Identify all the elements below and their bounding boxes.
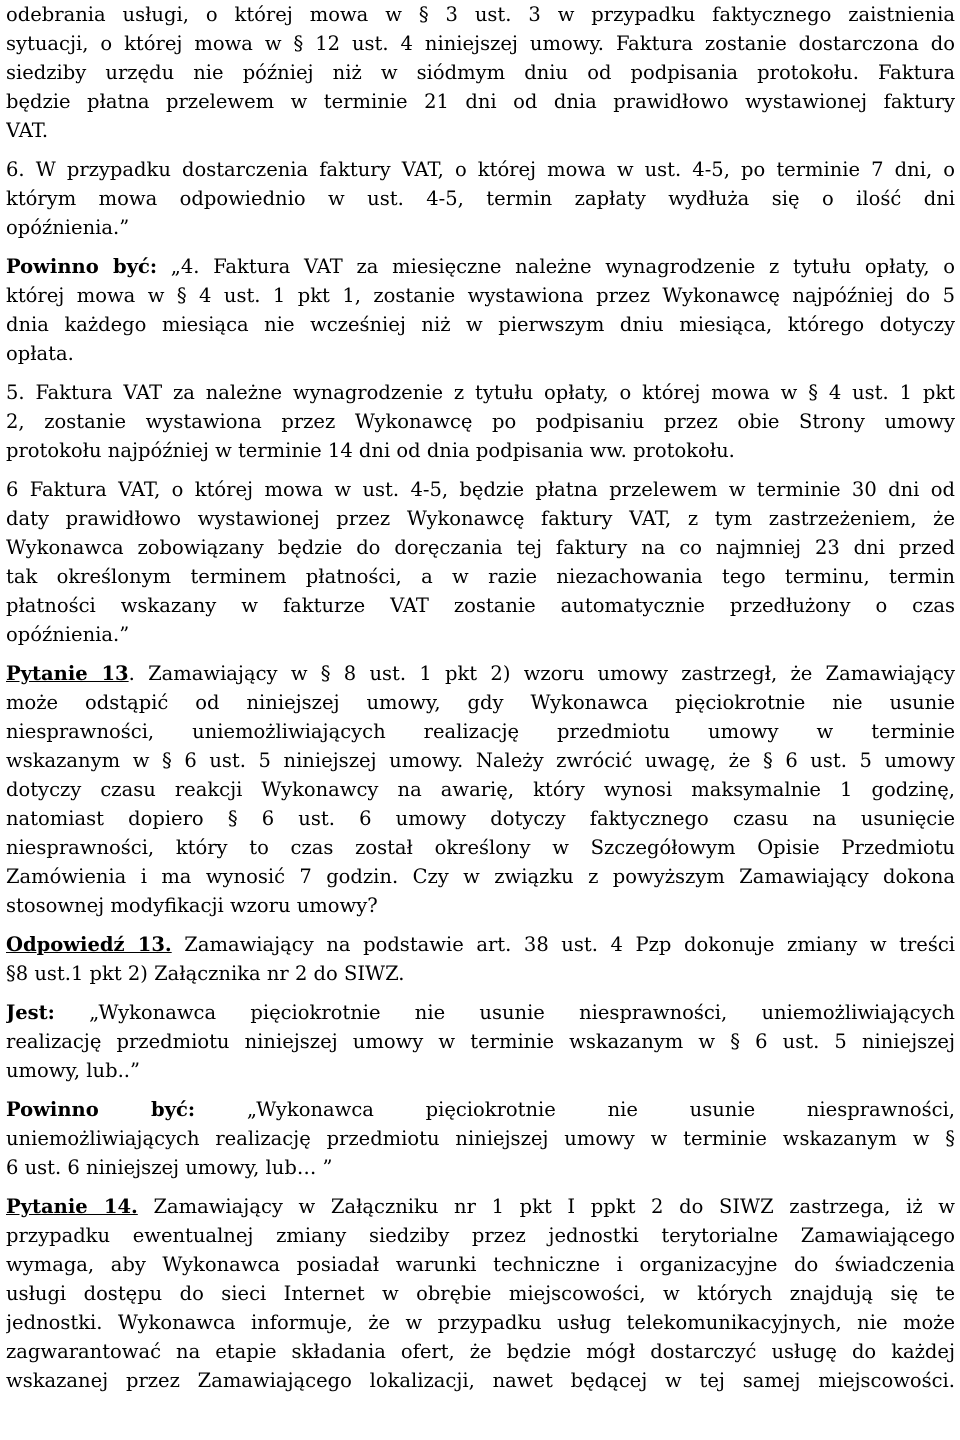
bold-lead: Powinno być: — [6, 255, 158, 278]
text-line — [6, 339, 955, 368]
line-text: 6 Faktura VAT, o której mowa w ust. 4-5, będzie płatna przelewem w terminie 30 dni od — [6, 478, 955, 501]
paragraph-gap — [6, 145, 955, 155]
line-text: VAT. — [6, 119, 49, 142]
line-text: Zamówienia i ma wynosić 7 godzin. Czy w związku z powyższym Zamawiający dokona — [6, 865, 955, 888]
line-text: 6 ust. 6 niniejszej umowy, lub… ” — [6, 1156, 333, 1179]
line-text: którym mowa odpowiednio w ust. 4-5, termin zapłaty wydłuża się o ilość dni — [6, 187, 955, 210]
paragraph-gap — [6, 649, 955, 659]
text-line — [6, 504, 955, 533]
text-line — [6, 1153, 955, 1182]
text-line — [6, 717, 955, 746]
bold-lead: Jest: — [6, 1001, 55, 1024]
line-text: usługi dostępu do sieci Internet w obrębie miejscowości, w których znajdują się te — [6, 1282, 955, 1305]
question-heading: Odpowiedź 13. — [6, 933, 172, 956]
line-text: natomiast dopiero § 6 ust. 6 umowy dotyczy faktycznego czasu na usunięcie — [6, 807, 955, 830]
line-text: tak określonym terminem płatności, a w razie niezachowania tego terminu, termin — [6, 565, 955, 588]
line-text: uniemożliwiających realizację przedmiotu niniejszej umowy w terminie wskazanym w § — [6, 1127, 955, 1150]
paragraph-gap — [6, 1085, 955, 1095]
text-line — [6, 58, 955, 87]
paragraph-gap — [6, 920, 955, 930]
line-text: „Wykonawca pięciokrotnie nie usunie niesprawności, — [195, 1098, 955, 1121]
question-heading: Pytanie 14. — [6, 1195, 138, 1218]
paragraph — [6, 1095, 955, 1182]
text-line — [6, 310, 955, 339]
paragraph — [6, 0, 955, 145]
line-text: stosownej modyfikacji wzoru umowy? — [6, 894, 378, 917]
line-text: Zamawiający na podstawie art. 38 ust. 4 Pzp dokonuje zmiany w treści — [171, 933, 955, 956]
text-line — [6, 155, 955, 184]
line-text: . Zamawiający w § 8 ust. 1 pkt 2) wzoru umowy zastrzegł, że Zamawiający — [128, 662, 955, 685]
text-line — [6, 591, 955, 620]
text-line — [6, 1192, 955, 1221]
text-line — [6, 184, 955, 213]
text-line — [6, 533, 955, 562]
text-line — [6, 862, 955, 891]
line-text: może odstąpić od niniejszej umowy, gdy Wykonawca pięciokrotnie nie usunie — [6, 691, 955, 714]
text-line — [6, 87, 955, 116]
question-heading: Pytanie 13 — [6, 662, 129, 685]
line-text: Zamawiający w Załączniku nr 1 pkt I ppkt 2 do SIWZ zastrzega, iż w — [137, 1195, 955, 1218]
paragraph — [6, 155, 955, 242]
paragraph — [6, 475, 955, 649]
text-line — [6, 833, 955, 862]
line-text: 6. W przypadku dostarczenia faktury VAT, o której mowa w ust. 4-5, po terminie 7 dni, o — [6, 158, 955, 181]
line-text: 5. Faktura VAT za należne wynagrodzenie z tytułu opłaty, o której mowa w § 4 ust. 1 pkt — [6, 381, 955, 404]
text-line — [6, 1337, 955, 1366]
text-line — [6, 891, 955, 920]
text-line — [6, 29, 955, 58]
text-line — [6, 1027, 955, 1056]
line-text: 2, zostanie wystawiona przez Wykonawcę po podpisaniu przez obie Strony umowy — [6, 410, 955, 433]
text-line — [6, 0, 955, 29]
line-text: wskazanej przez Zamawiającego lokalizacji, nawet będącej w tej samej miejscowości. — [6, 1369, 955, 1392]
text-line — [6, 436, 955, 465]
text-line — [6, 746, 955, 775]
text-line — [6, 281, 955, 310]
paragraph — [6, 378, 955, 465]
text-line — [6, 1279, 955, 1308]
paragraph — [6, 998, 955, 1085]
paragraph — [6, 930, 955, 988]
line-text: daty prawidłowo wystawionej przez Wykonawcę faktury VAT, z tym zastrzeżeniem, że — [6, 507, 955, 530]
text-line — [6, 620, 955, 649]
text-line — [6, 659, 955, 688]
line-text: dotyczy czasu reakcji Wykonawcy na awarię, który wynosi maksymalnie 1 godzinę, — [6, 778, 955, 801]
text-line — [6, 213, 955, 242]
line-text: siedziby urzędu nie później niż w siódmym dniu od podpisania protokołu. Faktura — [6, 61, 955, 84]
text-line — [6, 1250, 955, 1279]
line-text: „4. Faktura VAT za miesięczne należne wynagrodzenie z tytułu opłaty, o — [157, 255, 955, 278]
text-line — [6, 930, 955, 959]
line-text: będzie płatna przelewem w terminie 21 dni od dnia prawidłowo wystawionej faktury — [6, 90, 955, 113]
line-text: opóźnienia.” — [6, 216, 130, 239]
text-line — [6, 1308, 955, 1337]
bold-lead: Powinno być: — [6, 1098, 196, 1121]
line-text: niesprawności, uniemożliwiających realizację przedmiotu umowy w terminie — [6, 720, 955, 743]
text-line — [6, 1095, 955, 1124]
line-text: zagwarantować na etapie składania ofert, że będzie mógł dostarczyć usługę do każdej — [6, 1340, 955, 1363]
line-text: Wykonawca zobowiązany będzie do doręczania tej faktury na co najmniej 23 dni przed — [6, 536, 955, 559]
line-text: przypadku ewentualnej zmiany siedziby przez jednostki terytorialne Zamawiającego — [6, 1224, 955, 1247]
line-text: protokołu najpóźniej w terminie 14 dni od dnia podpisania ww. protokołu. — [6, 439, 735, 462]
text-line — [6, 1366, 955, 1395]
text-line — [6, 1124, 955, 1153]
text-line — [6, 378, 955, 407]
document-page — [6, 0, 955, 1395]
text-line — [6, 1221, 955, 1250]
line-text: płatności wskazany w fakturze VAT zostanie automatycznie przedłużony o czas — [6, 594, 955, 617]
line-text: „Wykonawca pięciokrotnie nie usunie niesprawności, uniemożliwiających — [54, 1001, 955, 1024]
text-line — [6, 804, 955, 833]
paragraph-gap — [6, 1182, 955, 1192]
line-text: sytuacji, o której mowa w § 12 ust. 4 niniejszej umowy. Faktura zostanie dostarczona do — [6, 32, 955, 55]
text-line — [6, 998, 955, 1027]
paragraph — [6, 659, 955, 920]
text-line — [6, 252, 955, 281]
line-text: realizację przedmiotu niniejszej umowy w terminie wskazanym w § 6 ust. 5 niniejszej — [6, 1030, 955, 1053]
paragraph-gap — [6, 368, 955, 378]
line-text: niesprawności, który to czas został określony w Szczegółowym Opisie Przedmiotu — [6, 836, 955, 859]
line-text: wymaga, aby Wykonawca posiadał warunki techniczne i organizacyjne do świadczenia — [6, 1253, 955, 1276]
line-text: opóźnienia.” — [6, 623, 130, 646]
text-line — [6, 562, 955, 591]
text-line — [6, 475, 955, 504]
text-line — [6, 688, 955, 717]
text-line — [6, 959, 955, 988]
line-text: §8 ust.1 pkt 2) Załącznika nr 2 do SIWZ. — [6, 962, 405, 985]
paragraph-gap — [6, 465, 955, 475]
paragraph — [6, 252, 955, 368]
text-line — [6, 407, 955, 436]
paragraph — [6, 1192, 955, 1395]
line-text: opłata. — [6, 342, 74, 365]
line-text: odebrania usługi, o której mowa w § 3 ust. 3 w przypadku faktycznego zaistnienia — [6, 3, 955, 26]
text-line — [6, 1056, 955, 1085]
line-text: wskazanym w § 6 ust. 5 niniejszej umowy. Należy zwrócić uwagę, że § 6 ust. 5 umowy — [6, 749, 955, 772]
paragraph-gap — [6, 988, 955, 998]
text-line — [6, 116, 955, 145]
text-line — [6, 775, 955, 804]
line-text: dnia każdego miesiąca nie wcześniej niż w pierwszym dniu miesiąca, którego dotyczy — [6, 313, 955, 336]
line-text: której mowa w § 4 ust. 1 pkt 1, zostanie wystawiona przez Wykonawcę najpóźniej do 5 — [6, 284, 955, 307]
line-text: jednostki. Wykonawca informuje, że w przypadku usług telekomunikacyjnych, nie może — [6, 1311, 955, 1334]
paragraph-gap — [6, 242, 955, 252]
line-text: umowy, lub..” — [6, 1059, 140, 1082]
